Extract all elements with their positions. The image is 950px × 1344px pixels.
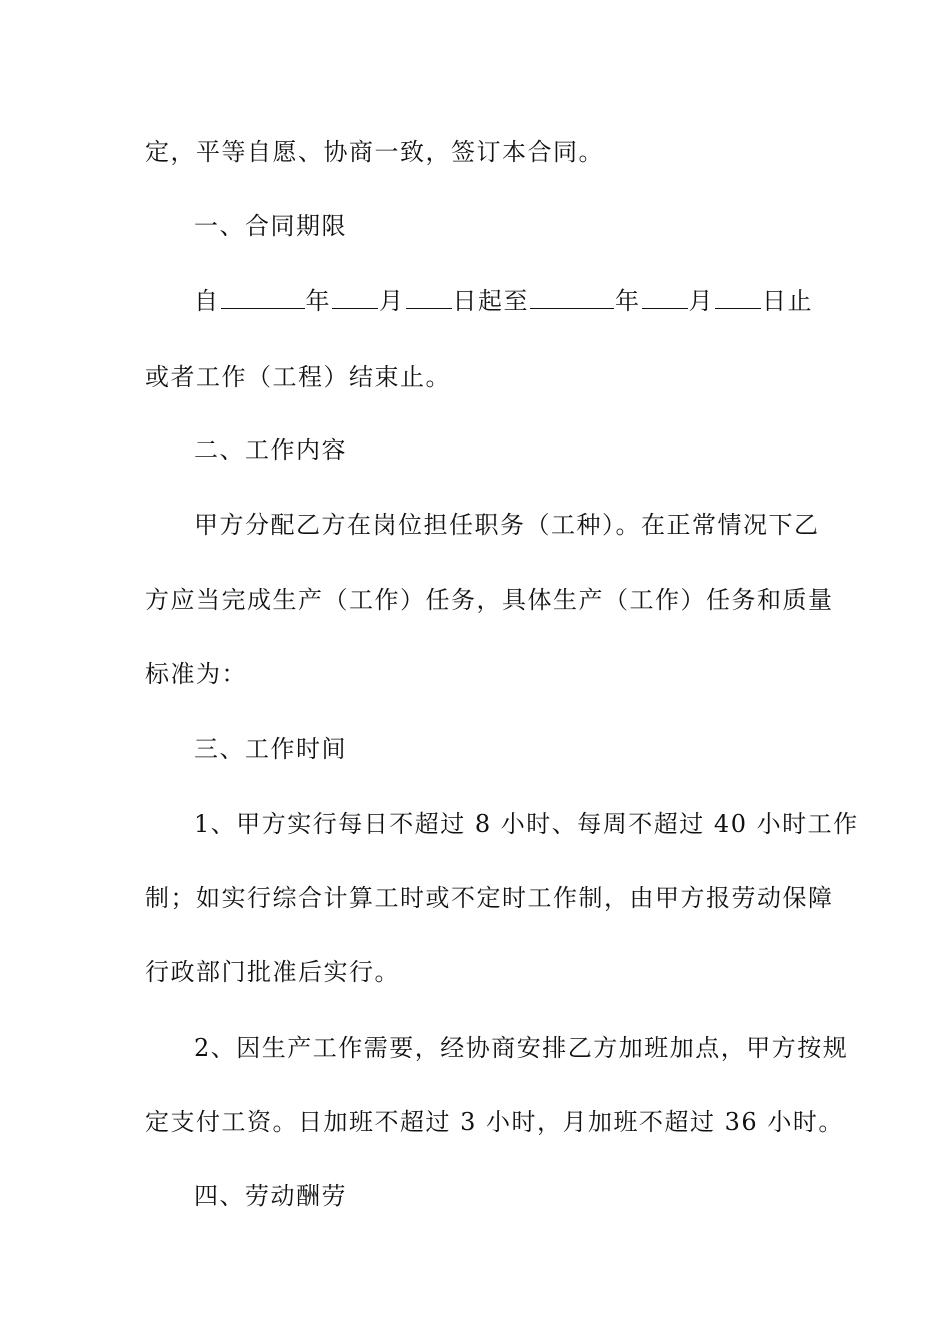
section-heading: 四、劳动酬劳 [194, 1182, 347, 1210]
fill-blank [221, 288, 305, 309]
paragraph-line: 定支付工资。日加班不超过 3 小时，月加班不超过 36 小时。 [145, 1108, 844, 1136]
section-heading: 二、工作内容 [194, 436, 347, 464]
term-year: 年 [305, 287, 331, 315]
fill-blank [642, 288, 688, 309]
paragraph-line: 1、甲方实行每日不超过 8 小时、每周不超过 40 小时工作 [194, 810, 859, 838]
term-day-end: 日止 [762, 287, 813, 315]
term-from: 自 [194, 287, 220, 315]
paragraph-line: 或者工作（工程）结束止。 [145, 363, 451, 391]
paragraph-line: 制；如实行综合计算工时或不定时工作制，由甲方报劳动保障 [145, 884, 834, 912]
paragraph-line: 标准为： [145, 660, 247, 688]
term-year: 年 [615, 287, 641, 315]
term-day-start: 日起至 [452, 287, 529, 315]
term-month: 月 [688, 287, 714, 315]
fill-blank [530, 288, 614, 309]
paragraph-line: 行政部门批准后实行。 [145, 958, 400, 986]
section-heading: 三、工作时间 [194, 735, 347, 763]
paragraph-line: 2、因生产工作需要，经协商安排乙方加班加点，甲方按规 [194, 1034, 849, 1062]
section-heading: 一、合同期限 [194, 212, 347, 240]
paragraph-line: 方应当完成生产（工作）任务，具体生产（工作）任务和质量 [145, 586, 834, 614]
paragraph-line: 定，平等自愿、协商一致，签订本合同。 [145, 138, 604, 166]
fill-blank [332, 288, 378, 309]
fill-blank [715, 288, 761, 309]
paragraph-line: 甲方分配乙方在岗位担任职务（工种）。在正常情况下乙 [194, 511, 820, 539]
term-month: 月 [379, 287, 405, 315]
contract-term-line [194, 287, 813, 315]
fill-blank [406, 288, 452, 309]
